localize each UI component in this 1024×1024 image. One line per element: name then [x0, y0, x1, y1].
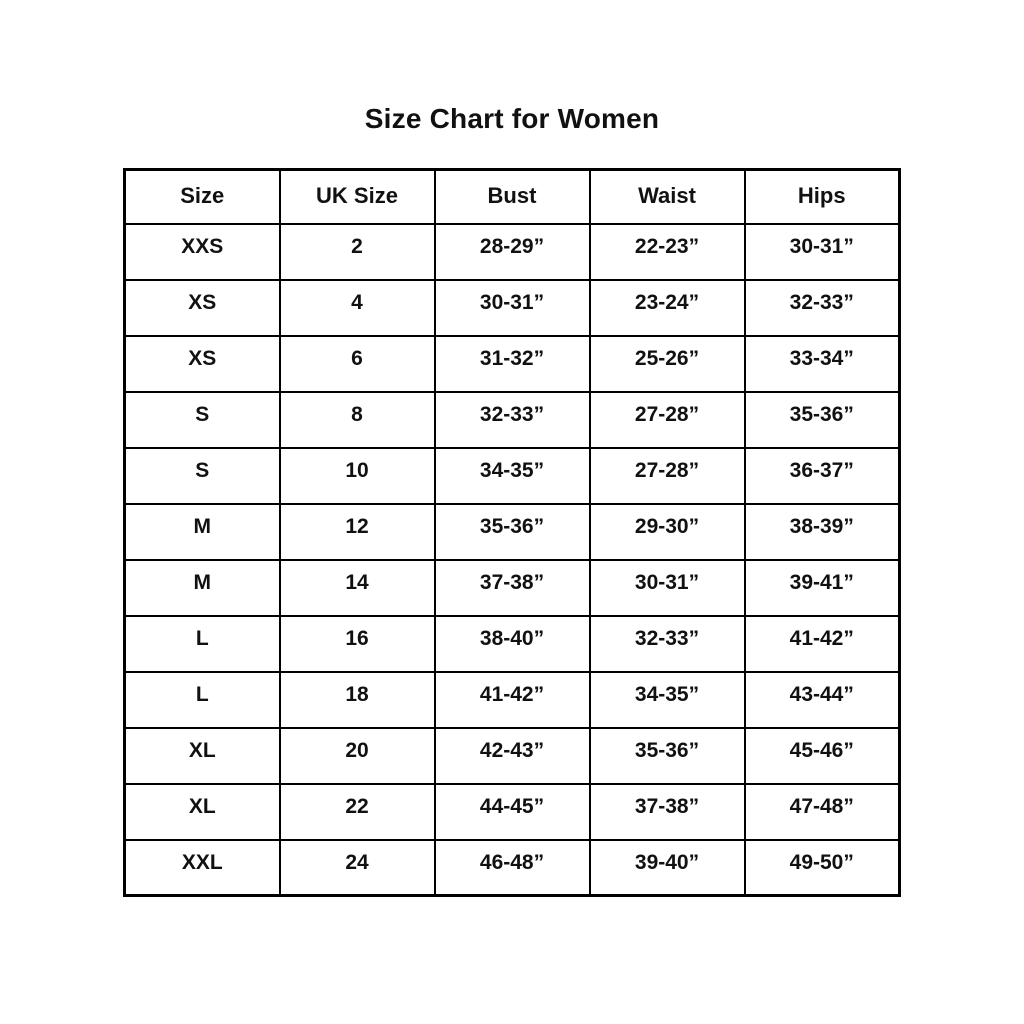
table-cell: 34-35”	[590, 672, 745, 728]
table-row	[125, 336, 900, 392]
table-cell: 38-40”	[435, 616, 590, 672]
table-cell: 14	[280, 560, 435, 616]
table-cell: 10	[280, 448, 435, 504]
table-row	[125, 560, 900, 616]
table-row	[125, 728, 900, 784]
table-cell: 33-34”	[745, 336, 900, 392]
table-cell: 35-36”	[590, 728, 745, 784]
table-cell: S	[125, 392, 280, 448]
table-row	[125, 672, 900, 728]
table-cell: 27-28”	[590, 448, 745, 504]
size-chart-table-head	[125, 170, 900, 224]
table-cell: 6	[280, 336, 435, 392]
table-cell: 49-50”	[745, 840, 900, 896]
table-cell: XXL	[125, 840, 280, 896]
table-cell: 30-31”	[590, 560, 745, 616]
table-cell: 43-44”	[745, 672, 900, 728]
table-cell: XS	[125, 280, 280, 336]
table-cell: 12	[280, 504, 435, 560]
table-cell: 32-33”	[435, 392, 590, 448]
table-cell: 28-29”	[435, 224, 590, 280]
table-cell: 47-48”	[745, 784, 900, 840]
table-cell: XL	[125, 728, 280, 784]
table-cell: 41-42”	[745, 616, 900, 672]
table-cell: XXS	[125, 224, 280, 280]
page-title: Size Chart for Women	[364, 103, 660, 134]
table-cell: 30-31”	[435, 280, 590, 336]
table-cell: 35-36”	[745, 392, 900, 448]
table-cell: 39-40”	[590, 840, 745, 896]
table-cell: 32-33”	[590, 616, 745, 672]
table-row	[125, 280, 900, 336]
table-cell: 45-46”	[745, 728, 900, 784]
table-cell: 23-24”	[590, 280, 745, 336]
table-row	[125, 504, 900, 560]
table-cell: 37-38”	[590, 784, 745, 840]
table-cell: 41-42”	[435, 672, 590, 728]
table-cell: S	[125, 448, 280, 504]
table-cell: 25-26”	[590, 336, 745, 392]
table-cell: 42-43”	[435, 728, 590, 784]
table-cell: 8	[280, 392, 435, 448]
table-cell: L	[125, 672, 280, 728]
table-cell: 44-45”	[435, 784, 590, 840]
header-row	[125, 170, 900, 224]
table-cell: 22	[280, 784, 435, 840]
table-row	[125, 224, 900, 280]
table-cell: 32-33”	[745, 280, 900, 336]
table-cell: 4	[280, 280, 435, 336]
table-cell: 34-35”	[435, 448, 590, 504]
table-cell: 38-39”	[745, 504, 900, 560]
table-cell: 37-38”	[435, 560, 590, 616]
table-cell: 39-41”	[745, 560, 900, 616]
table-row	[125, 616, 900, 672]
column-header: Bust	[435, 170, 590, 224]
table-row	[125, 448, 900, 504]
table-cell: 16	[280, 616, 435, 672]
column-header: Hips	[745, 170, 900, 224]
table-cell: M	[125, 504, 280, 560]
size-chart-table-body	[125, 224, 900, 896]
size-chart-table	[123, 168, 901, 897]
column-header: Waist	[590, 170, 745, 224]
table-cell: M	[125, 560, 280, 616]
table-cell: 20	[280, 728, 435, 784]
table-cell: XS	[125, 336, 280, 392]
table-cell: 31-32”	[435, 336, 590, 392]
table-cell: 27-28”	[590, 392, 745, 448]
table-cell: 46-48”	[435, 840, 590, 896]
table-cell: 18	[280, 672, 435, 728]
table-cell: L	[125, 616, 280, 672]
table-cell: 30-31”	[745, 224, 900, 280]
table-cell: XL	[125, 784, 280, 840]
table-row	[125, 784, 900, 840]
column-header: Size	[125, 170, 280, 224]
table-cell: 29-30”	[590, 504, 745, 560]
table-cell: 2	[280, 224, 435, 280]
table-row	[125, 840, 900, 896]
table-cell: 24	[280, 840, 435, 896]
table-cell: 36-37”	[745, 448, 900, 504]
column-header: UK Size	[280, 170, 435, 224]
table-row	[125, 392, 900, 448]
table-cell: 35-36”	[435, 504, 590, 560]
table-cell: 22-23”	[590, 224, 745, 280]
